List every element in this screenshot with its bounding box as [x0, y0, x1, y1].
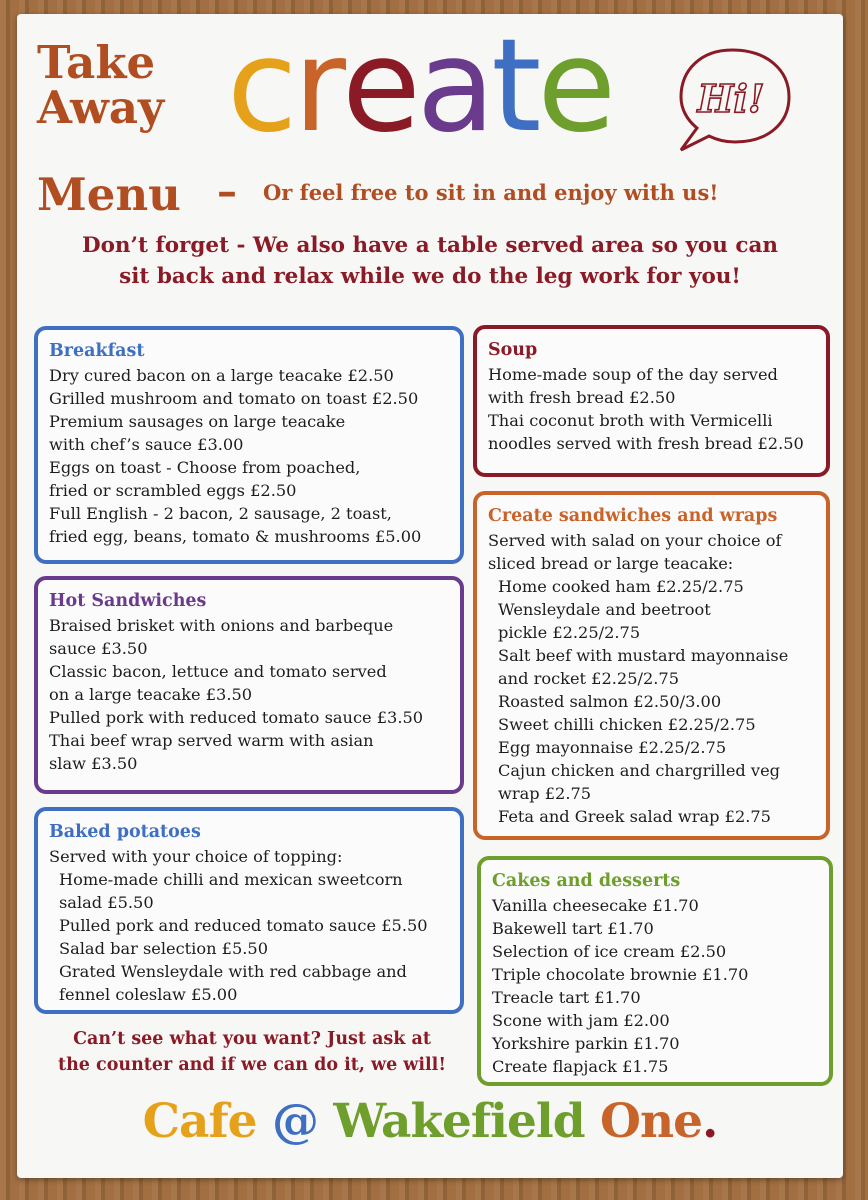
logo-letter: a	[416, 12, 492, 161]
menu-item-line: Pulled pork and reduced tomato sauce £5.50	[59, 916, 428, 935]
menu-item-line: Create flapjack £1.75	[492, 1057, 669, 1076]
menu-item-line: Feta and Greek salad wrap £2.75	[498, 807, 771, 826]
footer-word: Cafe	[142, 1094, 257, 1149]
cakes-desserts-title: Cakes and desserts	[492, 871, 681, 891]
sandwiches-intro-1: Served with salad on your choice of	[488, 531, 782, 550]
footer-word: @	[271, 1094, 318, 1149]
menu-item-line: Grated Wensleydale with red cabbage and	[59, 962, 407, 981]
breakfast-items	[49, 364, 450, 548]
notice-line-1: Don’t forget - We also have a table served area so you can	[81, 233, 779, 258]
sandwiches-wraps-section	[473, 491, 830, 840]
sit-in-tagline: Or feel free to sit in and enjoy with us!	[263, 180, 719, 205]
breakfast-title: Breakfast	[49, 341, 145, 361]
menu-item-line: and rocket £2.25/2.75	[498, 669, 680, 688]
menu-item-line: Thai beef wrap served warm with asian	[49, 731, 374, 750]
menu-item-line: Thai coconut broth with Vermicelli	[488, 411, 773, 430]
ask-counter-line-2: the counter and if we can do it, we will!	[58, 1055, 446, 1075]
menu-item-line: Salad bar selection £5.50	[59, 939, 269, 958]
ask-counter-line-1: Can’t see what you want? Just ask at	[73, 1029, 431, 1049]
menu-item-line: with fresh bread £2.50	[488, 388, 676, 407]
menu-item-line: Bakewell tart £1.70	[492, 919, 654, 938]
soup-items	[488, 363, 816, 455]
cakes-desserts-items	[492, 894, 819, 1078]
baked-potatoes-intro: Served with your choice of topping:	[49, 847, 343, 866]
baked-potatoes-title: Baked potatoes	[49, 822, 201, 842]
baked-potatoes-items	[49, 868, 450, 1006]
logo-letter: e	[537, 12, 613, 161]
hot-sandwiches-title: Hot Sandwiches	[49, 591, 207, 611]
menu-item-line: Vanilla cheesecake £1.70	[492, 896, 699, 915]
hot-sandwiches-section	[34, 576, 464, 794]
menu-item-line: Scone with jam £2.00	[492, 1011, 670, 1030]
menu-item-line: Grilled mushroom and tomato on toast £2.50	[49, 389, 419, 408]
soup-title: Soup	[488, 340, 538, 360]
soup-section	[473, 325, 830, 477]
speech-bubble-icon	[667, 42, 797, 152]
footer-word: .	[702, 1094, 718, 1149]
hi-speech-bubble	[667, 42, 797, 152]
menu-item-line: noodles served with fresh bread £2.50	[488, 434, 804, 453]
heading-take: Take	[37, 36, 156, 89]
menu-item-line: Premium sausages on large teacake	[49, 412, 346, 431]
menu-item-line: Classic bacon, lettuce and tomato served	[49, 662, 387, 681]
footer-word: One	[600, 1094, 703, 1149]
menu-item-line: Eggs on toast - Choose from poached,	[49, 458, 361, 477]
menu-item-line: Home-made soup of the day served	[488, 365, 778, 384]
sandwiches-items	[488, 575, 816, 828]
menu-item-line: on a large teacake £3.50	[49, 685, 253, 704]
create-logo	[227, 12, 613, 161]
menu-item-line: Home cooked ham £2.25/2.75	[498, 577, 744, 596]
menu-item-line: slaw £3.50	[49, 754, 138, 773]
menu-item-line: Home-made chilli and mexican sweetcorn	[59, 870, 403, 889]
baked-potatoes-section	[34, 807, 464, 1014]
cafe-location-footer	[17, 1092, 843, 1152]
heading-away: Away	[37, 81, 165, 134]
menu-item-line: fennel coleslaw £5.00	[59, 985, 238, 1004]
menu-item-line: Pulled pork with reduced tomato sauce £3.50	[49, 708, 424, 727]
menu-item-line: sauce £3.50	[49, 639, 148, 658]
logo-letter: t	[491, 12, 538, 161]
hot-sandwiches-items	[49, 614, 450, 775]
logo-letter: c	[227, 12, 294, 161]
menu-item-line: Dry cured bacon on a large teacake £2.50	[49, 366, 394, 385]
menu-item-line: Full English - 2 bacon, 2 sausage, 2 toast,	[49, 504, 392, 523]
menu-item-line: Treacle tart £1.70	[492, 988, 641, 1007]
menu-item-line: Wensleydale and beetroot	[498, 600, 711, 619]
menu-item-line: fried egg, beans, tomato & mushrooms £5.00	[49, 527, 422, 546]
take-away-heading	[37, 36, 165, 134]
menu-item-line: Yorkshire parkin £1.70	[492, 1034, 680, 1053]
table-service-notice	[17, 230, 843, 292]
menu-item-line: Cajun chicken and chargrilled veg	[498, 761, 781, 780]
menu-item-line: salad £5.50	[59, 893, 154, 912]
logo-letter: e	[342, 12, 417, 161]
sandwiches-intro-2: sliced bread or large teacake:	[488, 554, 734, 573]
notice-line-2: sit back and relax while we do the leg work for you!	[119, 264, 741, 289]
hi-text: Hi!	[697, 76, 765, 121]
footer-word: Wakefield	[333, 1094, 585, 1149]
menu-item-line: pickle £2.25/2.75	[498, 623, 641, 642]
menu-card	[17, 14, 843, 1178]
menu-item-line: with chef’s sauce £3.00	[49, 435, 244, 454]
menu-item-line: Selection of ice cream £2.50	[492, 942, 727, 961]
ask-counter-note	[27, 1026, 477, 1078]
menu-item-line: fried or scrambled eggs £2.50	[49, 481, 297, 500]
logo-letter: r	[293, 12, 342, 161]
heading-menu: Menu	[37, 168, 181, 221]
menu-item-line: wrap £2.75	[498, 784, 592, 803]
menu-item-line: Egg mayonnaise £2.25/2.75	[498, 738, 727, 757]
breakfast-section	[34, 326, 464, 564]
heading-dash: –	[217, 168, 237, 215]
menu-item-line: Sweet chilli chicken £2.25/2.75	[498, 715, 756, 734]
menu-item-line: Triple chocolate brownie £1.70	[492, 965, 749, 984]
cakes-desserts-section	[477, 856, 833, 1086]
menu-item-line: Roasted salmon £2.50/3.00	[498, 692, 722, 711]
menu-item-line: Salt beef with mustard mayonnaise	[498, 646, 789, 665]
sandwiches-wraps-title: Create sandwiches and wraps	[488, 506, 778, 526]
menu-item-line: Braised brisket with onions and barbeque	[49, 616, 394, 635]
